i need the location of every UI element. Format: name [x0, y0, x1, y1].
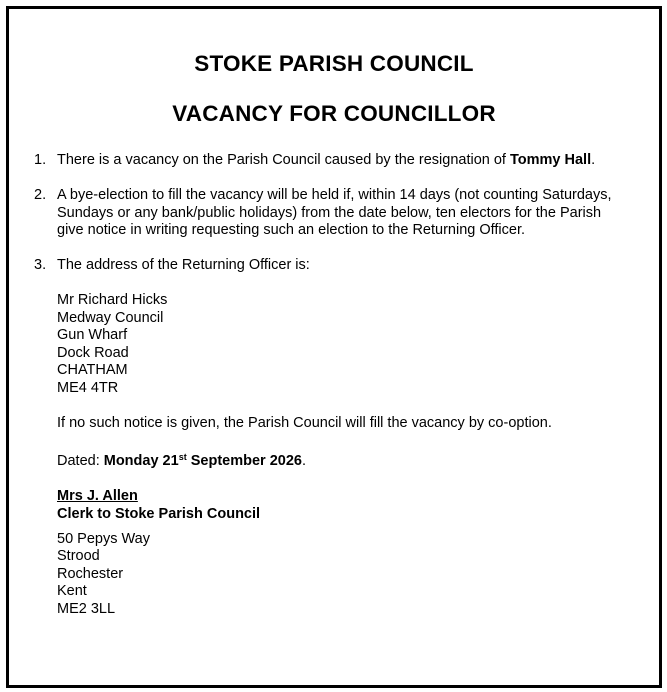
item-2-line-2: Sundays or any bank/public holidays) from the date below, ten electors for the Parish [57, 204, 602, 221]
co-option-text: If no such notice is given, the Parish Council will fill the vacancy by co-option. [57, 414, 552, 431]
notice-subtitle: VACANCY FOR COUNCILLOR [172, 101, 496, 126]
clerk-address-line-3: Rochester [57, 565, 124, 582]
notice-title: STOKE PARISH COUNCIL [194, 51, 474, 76]
ro-address-line-1: Mr Richard Hicks [57, 292, 168, 308]
clerk-address-line-2: Strood [57, 548, 100, 564]
clerk-name: Mrs J. Allen [57, 488, 138, 504]
dated-line [57, 453, 306, 471]
notice-frame [6, 6, 662, 688]
clerk-address-line-5: ME2 3LL [57, 600, 116, 617]
ro-address-line-2: Medway Council [57, 309, 164, 326]
item-2-line-1: A bye-election to fill the vacancy will be held if, within 14 days (not counting Saturdays, [57, 187, 612, 203]
dated-suffix: st [178, 452, 187, 462]
dated-label: Dated: [57, 453, 104, 469]
item-1-text-before: There is a vacancy on the Parish Council caused by the resignation of [57, 152, 510, 168]
clerk-address-line-4: Kent [57, 583, 87, 599]
item-1-text-after: . [591, 152, 596, 168]
resigned-councillor-name: Tommy Hall [509, 152, 592, 168]
dated-end: . [301, 453, 306, 469]
clerk-role: Clerk to Stoke Parish Council [57, 505, 261, 522]
item-3-text: The address of the Returning Officer is: [57, 257, 310, 273]
ro-address-line-4: Dock Road [57, 344, 129, 361]
clerk-address-line-1: 50 Pepys Way [57, 530, 150, 547]
dated-day: Monday 21 [103, 453, 179, 469]
item-1-number: 1. [34, 152, 47, 168]
item-2-line-3: give notice in writing requesting such an election to the Returning Officer. [57, 222, 526, 238]
item-2-number: 2. [34, 187, 47, 203]
ro-address-line-5: CHATHAM [57, 362, 128, 378]
item-1-text [57, 152, 595, 170]
ro-address-line-6: ME4 4TR [57, 379, 119, 396]
dated-date [104, 453, 302, 469]
item-3-number: 3. [34, 257, 47, 273]
dated-rest: September 2026 [186, 453, 302, 469]
ro-address-line-3: Gun Wharf [57, 327, 128, 343]
